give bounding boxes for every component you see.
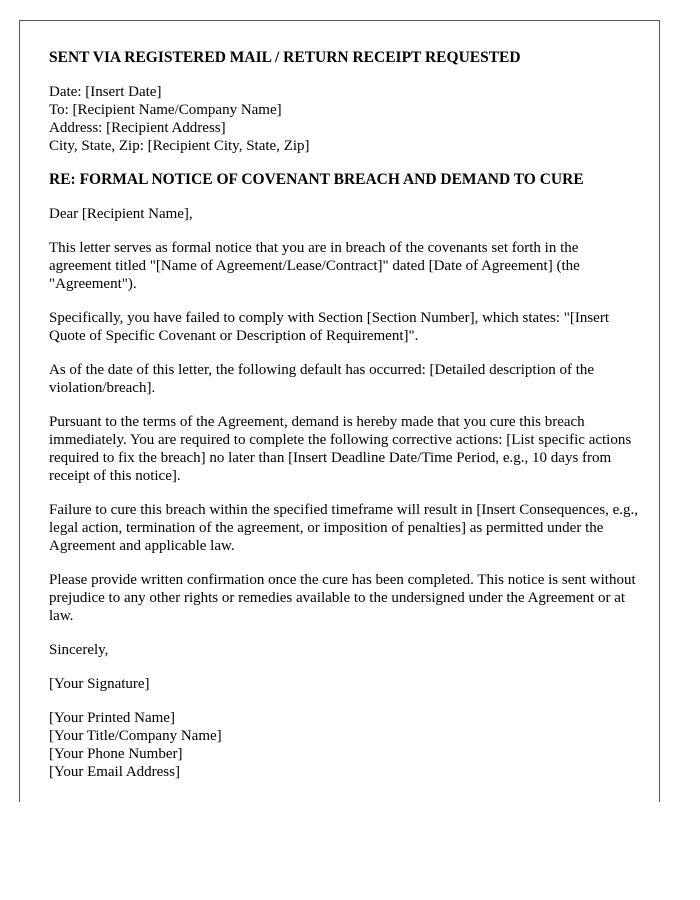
paragraph-confirmation: Please provide written confirmation once the cure has been completed. This notice is sent without prejudice to any other rights or remedies available to the undersigned under the Agreement or at law. [49, 572, 636, 624]
printed-name-line: [Your Printed Name] [49, 710, 175, 726]
phone-line: [Your Phone Number] [49, 746, 183, 762]
date-line: Date: [Insert Date] [49, 84, 162, 100]
sender-block [49, 709, 639, 781]
paragraph-consequences: Failure to cure this breach within the specified timeframe will result in [Insert Consequences, e.g., legal action, termination of the agreement, or imposition of penalties] as permitted under the Agreement and applicable law. [49, 502, 638, 554]
address-line: Address: [Recipient Address] [49, 120, 226, 136]
closing: Sincerely, [49, 642, 109, 658]
letter-body [49, 49, 639, 797]
to-line: To: [Recipient Name/Company Name] [49, 102, 282, 118]
paragraph-section: Specifically, you have failed to comply with Section [Section Number], which states: "[Insert Quote of Specific Covenant or Description of Requirement]". [49, 310, 610, 344]
email-line: [Your Email Address] [49, 764, 180, 780]
mail-notice-heading: SENT VIA REGISTERED MAIL / RETURN RECEIPT REQUESTED [49, 49, 521, 66]
subject-heading: RE: FORMAL NOTICE OF COVENANT BREACH AND DEMAND TO CURE [49, 171, 584, 188]
paragraph-demand: Pursuant to the terms of the Agreement, demand is hereby made that you cure this breach immediately. You are required to complete the following corrective actions: [List specific actions required to fix the breach] no later than [Insert Deadline Date/Time Period, e.g., 10 days from receipt of this notice]. [49, 414, 632, 484]
title-company-line: [Your Title/Company Name] [49, 728, 222, 744]
city-state-zip-line: City, State, Zip: [Recipient City, State, Zip] [49, 138, 310, 154]
recipient-block [49, 83, 639, 155]
signature-placeholder: [Your Signature] [49, 676, 150, 692]
paragraph-default: As of the date of this letter, the following default has occurred: [Detailed description of the violation/breach]. [49, 362, 595, 396]
salutation: Dear [Recipient Name], [49, 206, 193, 222]
paragraph-notice: This letter serves as formal notice that you are in breach of the covenants set forth in the agreement titled "[Name of Agreement/Lease/Contract]" dated [Date of Agreement] (the "Agreement"). [49, 240, 580, 292]
letter-page [19, 20, 660, 802]
